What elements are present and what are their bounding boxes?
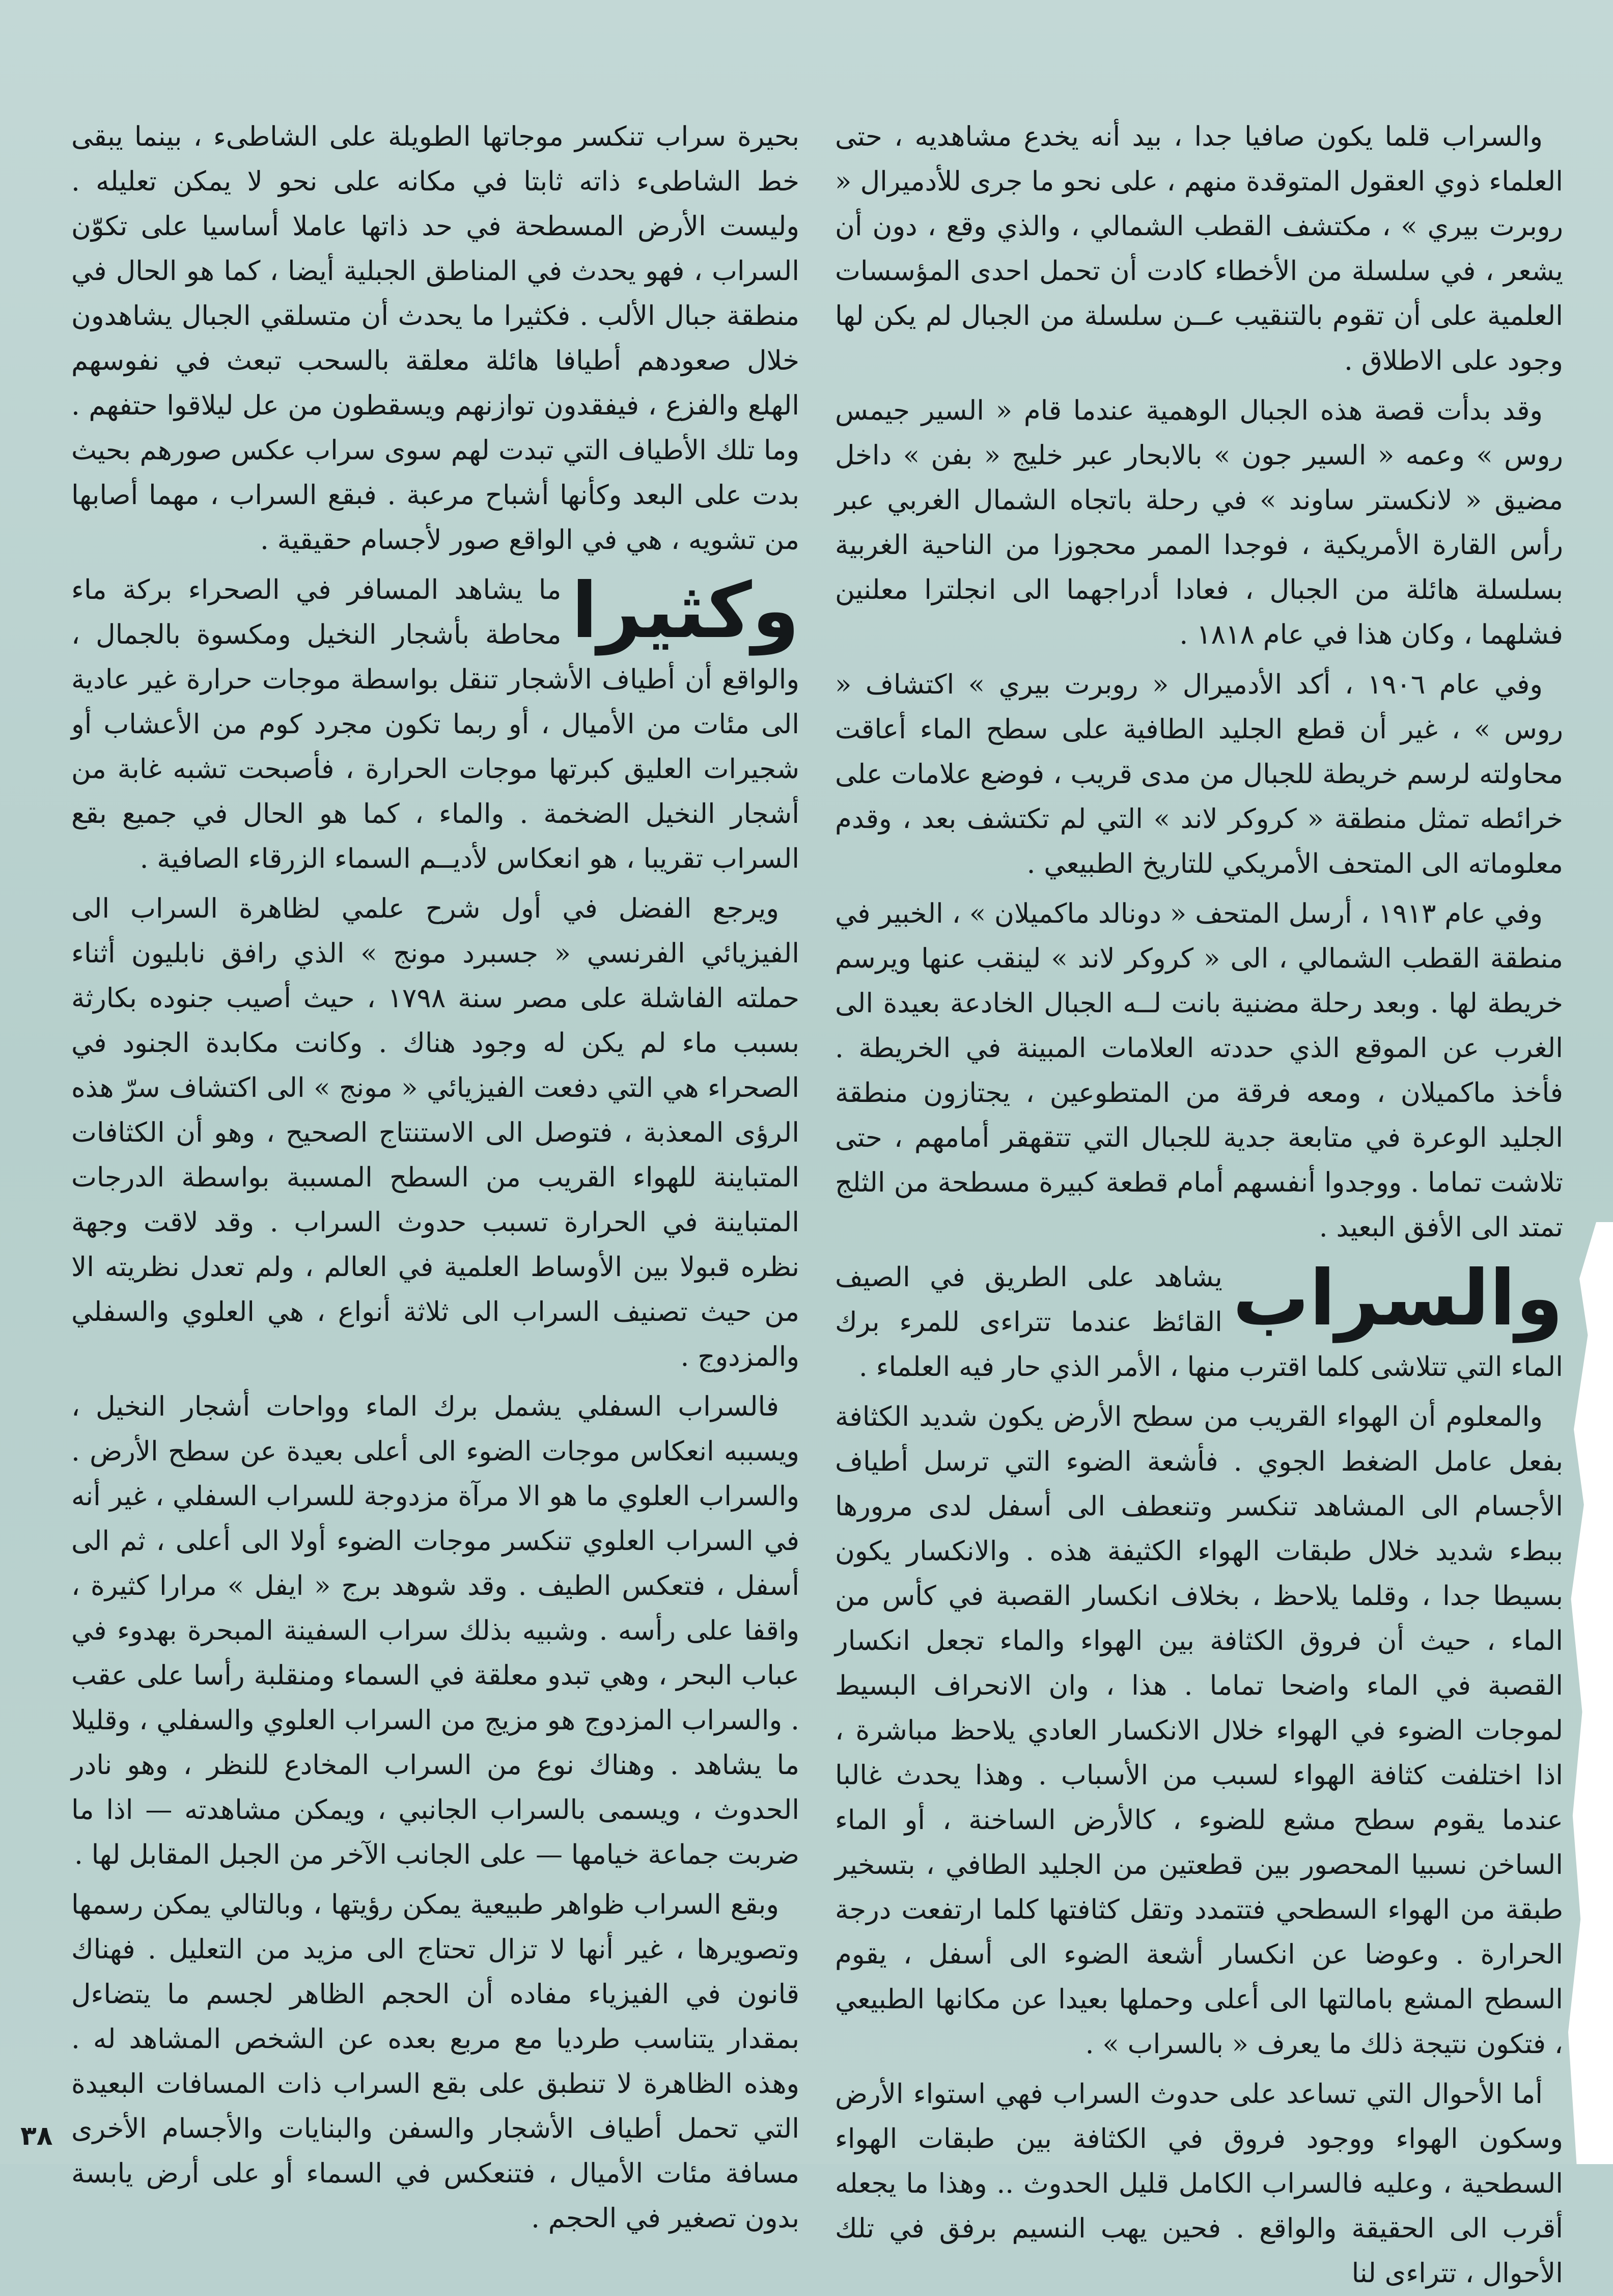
right-column [835, 115, 1563, 2289]
left-column [71, 115, 799, 2234]
section-heading-mirage: والسراب [1232, 1254, 1563, 1343]
paragraph: أما الأحوال التي تساعد على حدوث السراب فهي استواء الأرض وسكون الهواء ووجود فروق في الكثافة بين طبقات الهواء السطحية ، وعليه فالسراب الكامل قليل الحدوث .. وهذا ما يجعله أقرب الى الحقيقة والواقع . فحين يهب النسيم برفق في تلك الأحوال ، تتراءى لنا [835, 2079, 1563, 2289]
paragraph: ما يشاهد المسافر في الصحراء بركة ماء محاطة بأشجار النخيل ومكسوة بالجمال ، والواقع أن أطياف الأشجار تنقل بواسطة موجات حرارة غير عادية الى مئات من الأميال ، أو ربما تكون مجرد كوم من الأعشاب أو شجيرات العليق كبرتها موجات الحرارة ، فأصبحت تشبه غابة من أشجار النخيل الضخمة . والماء ، كما هو الحال في جميع بقع السراب تقريبا ، هو انعكاس لأديــم السماء الزرقاء الصافية . [71, 574, 799, 874]
section-heading-often: وكثيرا [571, 567, 799, 655]
paragraph: وفي عام ١٩٠٦ ، أكد الأدميرال « روبرت بيري » اكتشاف « روس » ، غير أن قطع الجليد الطافية على سطح الماء أعاقت محاولته لرسم خريطة للجبال من مدى قريب ، فوضع علامات على خرائطه تمثل منطقة « كروكر لاند » التي لم تكتشف بعد ، وقدم معلوماته الى المتحف الأمريكي للتاريخ الطبيعي . [835, 669, 1563, 879]
paragraph: والسراب قلما يكون صافيا جدا ، بيد أنه يخدع مشاهديه ، حتى العلماء ذوي العقول المتوقدة منهم ، على نحو ما جرى للأدميرال « روبرت بيري » ، مكتشف القطب الشمالي ، والذي وقع ، دون أن يشعر ، في سلسلة من الأخطاء كادت أن تحمل احدى المؤسسات العلمية على أن تقوم بالتنقيب عــن سلسلة من الجبال لم يكن لها وجود على الاطلاق . [835, 121, 1563, 376]
paragraph: ويرجع الفضل في أول شرح علمي لظاهرة السراب الى الفيزيائي الفرنسي « جسبرد مونج » الذي رافق نابليون أثناء حملته الفاشلة على مصر سنة ١٧٩٨ ، حيث أصيب جنوده بكارثة بسبب ماء لم يكن له وجود هناك . وكانت مكابدة الجنود في الصحراء هي التي دفعت الفيزيائي « مونج » الى اكتشاف سرّ هذه الرؤى المعذبة ، فتوصل الى الاستنتاج الصحيح ، وهو أن الكثافات المتباينة للهواء القريب من السطح المسببة بواسطة الدرجات المتباينة في الحرارة تسبب حدوث السراب . وقد لاقت وجهة نظره قبولا بين الأوساط العلمية في العالم ، ولم تعدل نظريته الا من حيث تصنيف السراب الى ثلاثة أنواع ، هي العلوي والسفلي والمزدوج . [71, 893, 799, 1372]
paragraph: وفي عام ١٩١٣ ، أرسل المتحف « دونالد ماكميلان » ، الخبير في منطقة القطب الشمالي ، الى « كروكر لاند » لينقب عنها ويرسم خريطة لها . وبعد رحلة مضنية بانت لــه الجبال الخادعة بعيدة الى الغرب عن الموقع الذي حددته العلامات المبينة في الخريطة . فأخذ ماكميلان ، ومعه فرقة من المتطوعين ، يجتازون منطقة الجليد الوعرة في متابعة جدية للجبال التي تتقهقر أمامهم ، حتى تلاشت تماما . ووجدوا أنفسهم أمام قطعة كبيرة مسطحة من الثلج تمتد الى الأفق البعيد . [835, 898, 1563, 1243]
paragraph: وبقع السراب ظواهر طبيعية يمكن رؤيتها ، وبالتالي يمكن رسمها وتصويرها ، غير أنها لا تزال تحتاج الى مزيد من التعليل . فهناك قانون في الفيزياء مفاده أن الحجم الظاهر لجسم ما يتضاءل بمقدار يتناسب طرديا مع مربع بعده عن الشخص المشاهد له . وهذه الظاهرة لا تنطبق على بقع السراب ذات المسافات البعيدة التي تحمل أطياف الأشجار والسفن والبنايات والأجسام الأخرى مسافة مئات الأميال ، فتنعكس في السماء أو على أرض يابسة بدون تصغير في الحجم . [71, 1889, 799, 2234]
paragraph: بحيرة سراب تنكسر موجاتها الطويلة على الشاطىء ، بينما يبقى خط الشاطىء ذاته ثابتا في مكانه على نحو لا يمكن تعليله . وليست الأرض المسطحة في حد ذاتها عاملا أساسيا على تكوّن السراب ، فهو يحدث في المناطق الجبلية أيضا ، كما هو الحال في منطقة جبال الألب . فكثيرا ما يحدث أن متسلقي الجبال يشاهدون خلال صعودهم أطيافا هائلة معلقة بالسحب تبعث في نفوسهم الهلع والفزع ، فيفقدون توازنهم ويسقطون من عل ليلاقوا حتفهم . وما تلك الأطياف التي تبدت لهم سوى سراب عكس صورهم بحيث بدت على البعد وكأنها أشباح مرعبة . فبقع السراب ، مهما أصابها من تشويه ، هي في الواقع صور لأجسام حقيقية . [71, 121, 799, 556]
page-number: ٣٨ [20, 2121, 53, 2151]
torn-page-edge [1557, 1222, 1613, 2164]
paragraph: وقد بدأت قصة هذه الجبال الوهمية عندما قام « السير جيمس روس » وعمه « السير جون » بالابحار عبر خليج « بفن » داخل مضيق « لانكستر ساوند » في رحلة باتجاه الشمال الغربي عبر رأس القارة الأمريكية ، فوجدا الممر محجوزا من الناحية الغربية بسلسلة هائلة من الجبال ، فعادا أدراجهما الى انجلترا معلنين فشلهما ، وكان هذا في عام ١٨١٨ . [835, 395, 1563, 650]
paragraph: يشاهد على الطريق في الصيف القائظ عندما تتراءى للمرء برك الماء التي تتلاشى كلما اقترب منها ، الأمر الذي حار فيه العلماء . [835, 1262, 1563, 1382]
paragraph: فالسراب السفلي يشمل برك الماء وواحات أشجار النخيل ، ويسببه انعكاس موجات الضوء الى أعلى بعيدة عن سطح الأرض . والسراب العلوي ما هو الا مرآة مزدوجة للسراب السفلي ، غير أنه في السراب العلوي تنكسر موجات الضوء أولا الى أعلى ، ثم الى أسفل ، فتعكس الطيف . وقد شوهد برج « ايفل » مرارا كثيرة ، واقفا على رأسه . وشبيه بذلك سراب السفينة المبحرة بهدوء في عباب البحر ، وهي تبدو معلقة في السماء ومنقلبة رأسا على عقب . والسراب المزدوج هو مزيج من السراب العلوي والسفلي ، وقليلا ما يشاهد . وهناك نوع من السراب المخادع للنظر ، وهو نادر الحدوث ، ويسمى بالسراب الجانبي ، ويمكن مشاهدته — اذا ما ضربت جماعة خيامها — على الجانب الآخر من الجبل المقابل لها . [71, 1391, 799, 1870]
paragraph: والمعلوم أن الهواء القريب من سطح الأرض يكون شديد الكثافة بفعل عامل الضغط الجوي . فأشعة الضوء التي ترسل أطياف الأجسام الى المشاهد تنكسر وتنعطف الى أسفل لدى مرورها ببطء شديد خلال طبقات الهواء الكثيفة هذه . والانكسار يكون بسيطا جدا ، وقلما يلاحظ ، بخلاف انكسار القصبة في كأس من الماء ، حيث أن فروق الكثافة بين الهواء والماء تجعل انكسار القصبة في الماء واضحا تماما . هذا ، وان الانحراف البسيط لموجات الضوء في الهواء خلال الانكسار العادي يلاحظ مباشرة ، اذا اختلفت كثافة الهواء لسبب من الأسباب . وهذا يحدث غالبا عندما يقوم سطح مشع للضوء ، كالأرض الساخنة ، أو الماء الساخن نسبيا المحصور بين قطعتين من الجليد الطافي ، بتسخير طبقة من الهواء السطحي فتتمدد وتقل كثافتها كلما ارتفعت درجة الحرارة . وعوضا عن انكسار أشعة الضوء الى أسفل ، يقوم السطح المشع بامالتها الى أعلى وحملها بعيدا عن مكانها الطبيعي ، فتكون نتيجة ذلك ما يعرف « بالسراب » . [835, 1401, 1563, 2060]
